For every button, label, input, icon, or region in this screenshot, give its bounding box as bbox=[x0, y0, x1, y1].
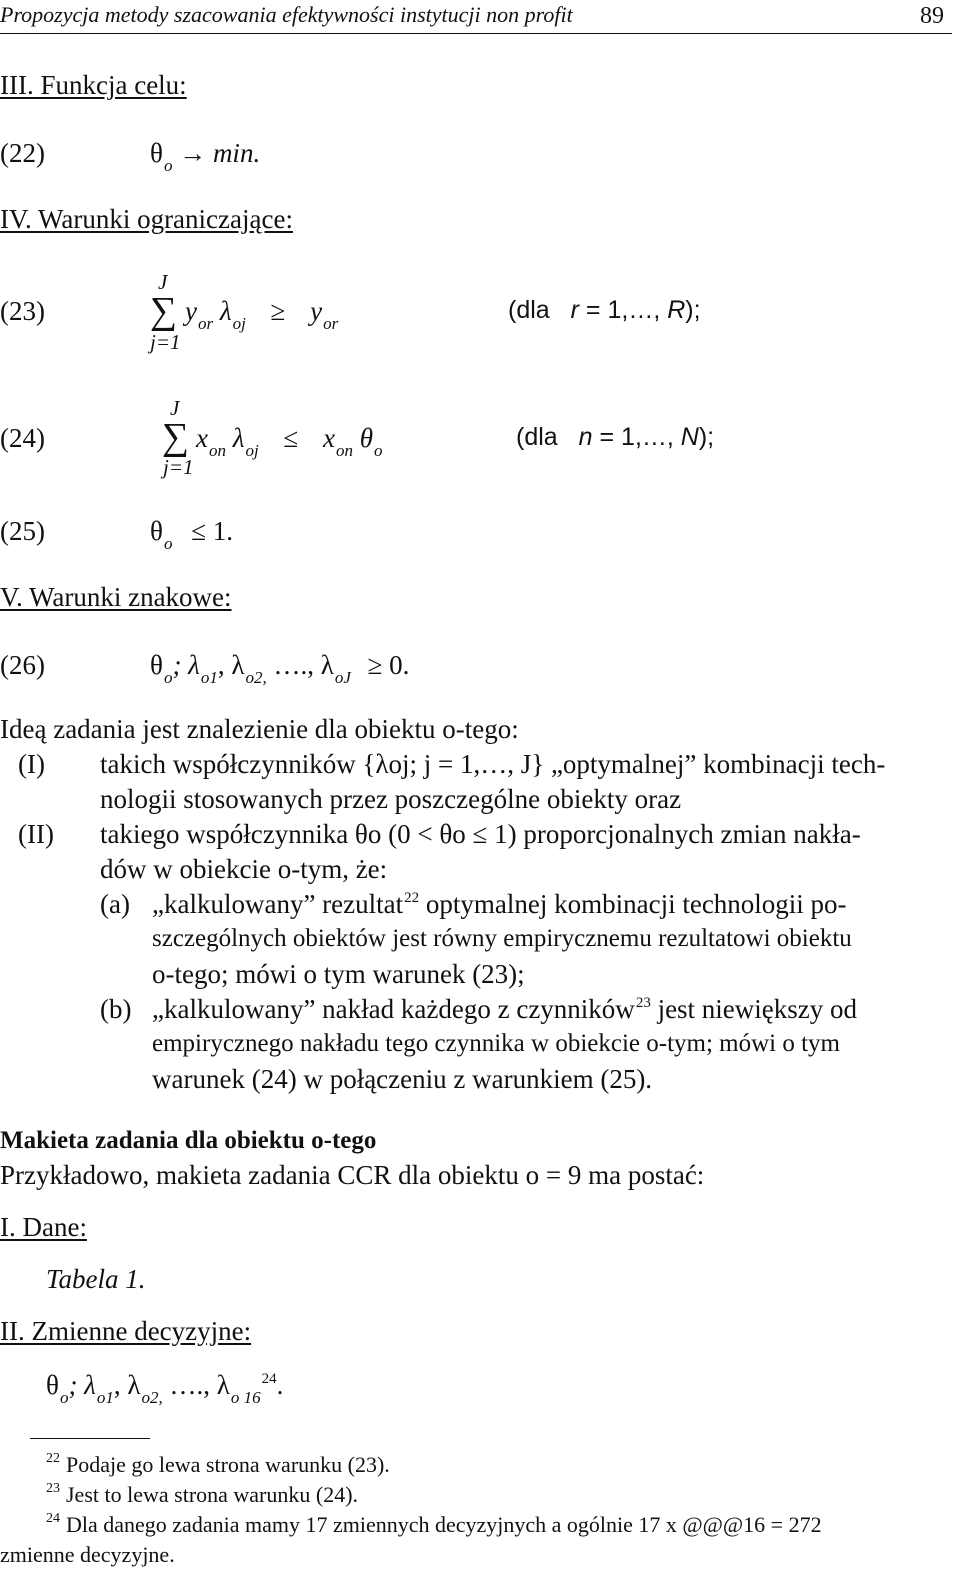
item2-line1: takiego współczynnika θo (0 < θo ≤ 1) proporcjonalnych zmian nakła- bbox=[100, 819, 861, 849]
footnote-text: Dla danego zadania mamy 17 zmiennych decyzyjnych a ogólnie 17 x @@@16 = 272 bbox=[66, 1512, 822, 1537]
eq24-cond-end-var: N bbox=[680, 423, 699, 451]
eq24-rhs-sub: on bbox=[335, 441, 353, 460]
eq23-cond-pre: (dla bbox=[508, 296, 550, 324]
item2-label: (II) bbox=[18, 819, 54, 849]
footnote-number: 22 bbox=[46, 1451, 60, 1466]
theta-symbol: θ bbox=[150, 138, 163, 168]
vars-theta: θ bbox=[46, 1370, 59, 1400]
eq25-rest: ≤ 1. bbox=[191, 516, 234, 546]
running-title: Propozycja metody szacowania efektywności instytucji non profit bbox=[0, 2, 573, 27]
eq24-sum-top: J bbox=[170, 396, 180, 420]
eq25-formula bbox=[150, 516, 234, 553]
theta-subscript: o bbox=[163, 156, 173, 175]
eq24-lambda-sub: oj bbox=[245, 441, 259, 460]
footnote-ref-23: 23 bbox=[635, 995, 651, 1011]
vars-heading: II. Zmienne decyzyjne: bbox=[0, 1316, 252, 1346]
vars-end: . bbox=[276, 1370, 284, 1400]
eq24-relation: ≤ bbox=[283, 423, 299, 453]
eq22-label: (22) bbox=[0, 138, 45, 168]
eq23-relation: ≥ bbox=[270, 296, 286, 326]
eq26-dots: …., λ bbox=[273, 650, 334, 680]
eq24-rhs: x bbox=[323, 423, 335, 453]
eq24-sum-bottom: j=1 bbox=[163, 455, 194, 479]
vars-l1-sub: o1 bbox=[96, 1388, 114, 1407]
eq24-theta: θ bbox=[359, 423, 373, 453]
body-intro: Ideą zadania jest znalezienie dla obiektu o-tego: bbox=[0, 714, 519, 744]
footnote-number: 24 bbox=[46, 1511, 60, 1526]
item1-label: (I) bbox=[18, 749, 45, 779]
eq26-l2-sub: o2, bbox=[245, 668, 267, 687]
item1-line1: takich współczynników {λoj; j = 1,…, J} „optymalnej” kombinacji tech- bbox=[100, 749, 886, 779]
data-heading: I. Dane: bbox=[0, 1212, 87, 1242]
eq26-sep: ; λ bbox=[172, 650, 200, 680]
section-heading-3: III. Funkcja celu: bbox=[0, 70, 187, 100]
item2-line2: dów w obiekcie o-tym, że: bbox=[100, 854, 388, 884]
eq23-cond-end-var: R bbox=[667, 296, 686, 324]
eq24-theta-sub: o bbox=[374, 441, 383, 460]
eq24-x: x bbox=[196, 423, 208, 453]
subitem-b-line3: warunek (24) w połączeniu z warunkiem (25). bbox=[152, 1064, 653, 1094]
subitem-a-label: (a) bbox=[100, 889, 130, 919]
eq23-label: (23) bbox=[0, 296, 45, 326]
eq24-x-sub: on bbox=[208, 441, 226, 460]
page-number: 89 bbox=[920, 3, 944, 29]
subitem-b-line1 bbox=[152, 996, 857, 1023]
subitem-a-line1-post: optymalnej kombinacji technologii po- bbox=[419, 889, 847, 919]
eq26-lj-sub: oJ bbox=[334, 668, 351, 687]
eq24-formula bbox=[196, 423, 383, 460]
eq23-cond-var: r bbox=[570, 296, 579, 324]
footnote-ref-24: 24 bbox=[261, 1371, 277, 1387]
subitem-b-line1-post: jest niewiększy od bbox=[650, 994, 858, 1024]
eq26-formula bbox=[150, 650, 410, 687]
eq23-formula bbox=[185, 296, 339, 333]
eq23-sum-sign: ∑ bbox=[150, 290, 178, 332]
eq23-sum-top: J bbox=[158, 270, 168, 294]
decision-vars-formula bbox=[46, 1370, 284, 1407]
footnote-number: 23 bbox=[46, 1481, 60, 1496]
eq24-label: (24) bbox=[0, 423, 45, 453]
eq24-cond-var: n bbox=[578, 423, 593, 451]
section-heading-4: IV. Warunki ograniczające: bbox=[0, 204, 293, 234]
eq23-lambda-sub: oj bbox=[232, 314, 246, 333]
footnote-24-continuation: zmienne decyzyjne. bbox=[0, 1542, 175, 1567]
subitem-b-label: (b) bbox=[100, 994, 132, 1024]
eq23-sum-bottom: j=1 bbox=[150, 330, 181, 354]
table-reference: Tabela 1. bbox=[46, 1264, 146, 1294]
eq23-y-sub: or bbox=[197, 314, 214, 333]
eq25-theta-sub: o bbox=[163, 534, 173, 553]
eq26-theta-sub: o bbox=[163, 668, 173, 687]
eq22-rest: → min. bbox=[179, 138, 261, 168]
eq24-condition bbox=[516, 425, 714, 450]
eq25-label: (25) bbox=[0, 516, 45, 546]
vars-l16-sub: o 16 bbox=[230, 1388, 261, 1407]
mockup-heading: Makieta zadania dla obiektu o-tego bbox=[0, 1127, 377, 1154]
eq24-cond-pre: (dla bbox=[516, 423, 558, 451]
eq23-rhs: y bbox=[310, 296, 323, 326]
subitem-b-line1-pre: „kalkulowany” nakład każdego z czynników bbox=[152, 994, 635, 1024]
eq23-condition bbox=[508, 298, 701, 323]
eq24-cond-mid: = 1,…, bbox=[599, 423, 674, 451]
eq23-y: y bbox=[185, 296, 197, 326]
eq23-cond-post: ); bbox=[685, 296, 701, 324]
eq26-rest: ≥ 0. bbox=[367, 650, 410, 680]
subitem-b-line2: empirycznego nakładu tego czynnika w obiekcie o-tym; mówi o tym bbox=[152, 1030, 841, 1057]
eq23-rhs-sub: or bbox=[323, 314, 339, 333]
footnote-ref-22: 22 bbox=[404, 890, 420, 906]
vars-dots: …., λ bbox=[169, 1370, 230, 1400]
eq24-cond-post: ); bbox=[698, 423, 715, 451]
eq22-formula bbox=[150, 138, 261, 175]
subitem-a-line1-pre: „kalkulowany” rezultat bbox=[152, 889, 404, 919]
eq23-cond-mid: = 1,…, bbox=[585, 296, 661, 324]
section-heading-5: V. Warunki znakowe: bbox=[0, 582, 232, 612]
vars-sep2: , λ bbox=[113, 1370, 141, 1400]
footnote-rule bbox=[30, 1438, 150, 1439]
eq25-theta: θ bbox=[150, 516, 163, 546]
footnote-22 bbox=[46, 1451, 390, 1477]
subitem-a-line3: o-tego; mówi o tym warunek (23); bbox=[152, 959, 525, 989]
eq26-label: (26) bbox=[0, 650, 45, 680]
vars-theta-sub: o bbox=[59, 1388, 69, 1407]
subitem-a-line2: szczególnych obiektów jest równy empirycznemu rezultatowi obiektu bbox=[152, 925, 852, 952]
eq26-sep2: , λ bbox=[217, 650, 245, 680]
vars-sep: ; λ bbox=[68, 1370, 96, 1400]
mockup-line: Przykładowo, makieta zadania CCR dla obiektu o = 9 ma postać: bbox=[0, 1160, 705, 1190]
vars-l2-sub: o2, bbox=[141, 1388, 163, 1407]
subitem-a-line1 bbox=[152, 891, 847, 918]
footnote-24 bbox=[46, 1511, 822, 1537]
item1-line2: nologii stosowanych przez poszczególne obiekty oraz bbox=[100, 784, 682, 814]
eq24-lambda: λ bbox=[232, 423, 245, 453]
header-rule bbox=[0, 33, 952, 34]
footnote-text: Jest to lewa strona warunku (24). bbox=[66, 1482, 359, 1507]
eq24-sum-sign: ∑ bbox=[162, 416, 190, 458]
eq26-l1-sub: o1 bbox=[200, 668, 218, 687]
eq26-theta: θ bbox=[150, 650, 163, 680]
footnote-23 bbox=[46, 1481, 359, 1507]
eq23-lambda: λ bbox=[219, 296, 232, 326]
footnote-text: Podaje go lewa strona warunku (23). bbox=[66, 1452, 390, 1477]
